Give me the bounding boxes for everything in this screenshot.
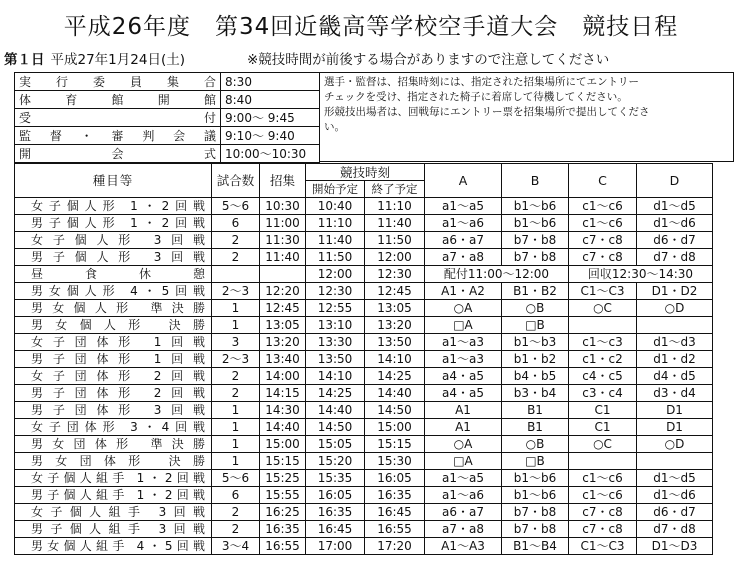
court-d: d4・d5 xyxy=(637,368,713,385)
start-time: 14:10 xyxy=(306,368,365,385)
schedule-row xyxy=(15,198,713,215)
court-b: b4・b5 xyxy=(502,368,569,385)
event-name: 女子団体形 2回戦 xyxy=(15,368,212,385)
info-label: 受付 xyxy=(15,109,221,127)
call-time: 11:40 xyxy=(260,249,306,266)
end-time: 13:20 xyxy=(365,317,425,334)
court-d xyxy=(637,453,713,470)
start-time: 15:05 xyxy=(306,436,365,453)
court-c: c7・c8 xyxy=(569,521,637,538)
call-time: 10:30 xyxy=(260,198,306,215)
court-d xyxy=(637,317,713,334)
start-time: 11:50 xyxy=(306,249,365,266)
court-a: A1〜A3 xyxy=(425,538,502,555)
event-name: 男子団体形 1回戦 xyxy=(15,351,212,368)
court-c: c1〜c6 xyxy=(569,215,637,232)
notice-line: 選手・監督は、招集時刻には、指定された招集場所にてエントリー xyxy=(324,76,639,88)
header-court-c: C xyxy=(569,164,637,198)
end-time: 16:35 xyxy=(365,487,425,504)
event-name: 男女団体形 決勝 xyxy=(15,453,212,470)
end-time: 15:15 xyxy=(365,436,425,453)
event-name: 女子個人形 3回戦 xyxy=(15,232,212,249)
event-name: 男子個人組手 3回戦 xyxy=(15,521,212,538)
info-label: 体育館開館 xyxy=(15,91,221,109)
header-event: 種目等 xyxy=(15,164,212,198)
court-d: D1・D2 xyxy=(637,283,713,300)
end-time: 14:10 xyxy=(365,351,425,368)
header-court-a: A xyxy=(425,164,502,198)
match-count: 1 xyxy=(212,402,260,419)
court-a: a7・a8 xyxy=(425,521,502,538)
court-b: b1・b2 xyxy=(502,351,569,368)
event-name: 男子団体形 3回戦 xyxy=(15,402,212,419)
end-time: 12:00 xyxy=(365,249,425,266)
call-time: 13:20 xyxy=(260,334,306,351)
info-time: 9:00〜 9:45 xyxy=(221,109,320,127)
court-b: b1〜b6 xyxy=(502,198,569,215)
court-b: b7・b8 xyxy=(502,249,569,266)
match-count: 1 xyxy=(212,419,260,436)
schedule-row xyxy=(15,283,713,300)
schedule-row xyxy=(15,317,713,334)
court-c xyxy=(569,453,637,470)
info-row xyxy=(15,91,320,109)
event-name: 男子個人形 3回戦 xyxy=(15,249,212,266)
court-a: ○A xyxy=(425,300,502,317)
info-label: 監督・審判会議 xyxy=(15,127,221,145)
call-time: 16:55 xyxy=(260,538,306,555)
distribution-note: 配付11:00〜12:00 xyxy=(425,266,569,283)
court-a: a7・a8 xyxy=(425,249,502,266)
start-time: 12:55 xyxy=(306,300,365,317)
call-time: 16:25 xyxy=(260,504,306,521)
notice-line: い。 xyxy=(324,121,345,133)
start-time: 14:40 xyxy=(306,402,365,419)
page-title: 平成26年度 第34回近畿高等学校空手道大会 競技日程 xyxy=(63,14,679,40)
court-a: a6・a7 xyxy=(425,232,502,249)
call-time: 14:15 xyxy=(260,385,306,402)
court-b: b3・b4 xyxy=(502,385,569,402)
end-time: 13:05 xyxy=(365,300,425,317)
info-table xyxy=(14,72,320,163)
schedule-row xyxy=(15,385,713,402)
start-time: 11:40 xyxy=(306,232,365,249)
schedule-row xyxy=(15,470,713,487)
event-name: 男女個人組手 4・5回戦 xyxy=(15,538,212,555)
schedule-row xyxy=(15,436,713,453)
court-a: □A xyxy=(425,453,502,470)
end-time: 14:50 xyxy=(365,402,425,419)
schedule-row xyxy=(15,249,713,266)
notice-box xyxy=(320,72,734,162)
court-c: c3・c4 xyxy=(569,385,637,402)
match-count: 5〜6 xyxy=(212,198,260,215)
court-c: c7・c8 xyxy=(569,504,637,521)
court-b: b7・b8 xyxy=(502,232,569,249)
court-a: A1 xyxy=(425,402,502,419)
match-count: 1 xyxy=(212,453,260,470)
court-d: d7・d8 xyxy=(637,249,713,266)
schedule-row xyxy=(15,521,713,538)
court-d: d1〜d6 xyxy=(637,487,713,504)
match-count: 1 xyxy=(212,300,260,317)
end-time: 16:05 xyxy=(365,470,425,487)
schedule-row xyxy=(15,232,713,249)
court-b: B1 xyxy=(502,419,569,436)
court-b: b1〜b3 xyxy=(502,334,569,351)
day-label: 第１日 xyxy=(4,52,45,68)
court-a: a4・a5 xyxy=(425,368,502,385)
start-time: 16:35 xyxy=(306,504,365,521)
end-time: 15:00 xyxy=(365,419,425,436)
court-c: c7・c8 xyxy=(569,249,637,266)
info-row xyxy=(15,145,320,163)
court-a: a1〜a5 xyxy=(425,470,502,487)
event-name: 男女団体形 準決勝 xyxy=(15,436,212,453)
start-time: 14:25 xyxy=(306,385,365,402)
court-d: d6・d7 xyxy=(637,232,713,249)
header-call: 招集 xyxy=(260,164,306,198)
match-count xyxy=(212,266,260,283)
header-end: 終了予定 xyxy=(365,181,425,198)
court-c: c1〜c3 xyxy=(569,334,637,351)
schedule-row xyxy=(15,351,713,368)
match-count: 2 xyxy=(212,385,260,402)
court-a: a4・a5 xyxy=(425,385,502,402)
end-time: 13:50 xyxy=(365,334,425,351)
event-name: 女子個人組手 1・2回戦 xyxy=(15,470,212,487)
match-count: 2 xyxy=(212,368,260,385)
call-time: 15:00 xyxy=(260,436,306,453)
end-time: 16:45 xyxy=(365,504,425,521)
header-court-b: B xyxy=(502,164,569,198)
court-d: d1・d2 xyxy=(637,351,713,368)
court-c: C1 xyxy=(569,402,637,419)
court-b: ○B xyxy=(502,300,569,317)
schedule-row xyxy=(15,487,713,504)
court-b: b1〜b6 xyxy=(502,487,569,504)
court-c: c1・c2 xyxy=(569,351,637,368)
court-b: b7・b8 xyxy=(502,504,569,521)
start-time: 12:00 xyxy=(306,266,365,283)
start-time: 13:10 xyxy=(306,317,365,334)
event-name: 男女個人形 準決勝 xyxy=(15,300,212,317)
court-b: B1・B2 xyxy=(502,283,569,300)
event-name: 女子団体形 3・4回戦 xyxy=(15,419,212,436)
court-a: a1〜a5 xyxy=(425,198,502,215)
call-time: 13:40 xyxy=(260,351,306,368)
info-row xyxy=(15,109,320,127)
end-time: 11:50 xyxy=(365,232,425,249)
schedule-row xyxy=(15,538,713,555)
event-name: 女子団体形 1回戦 xyxy=(15,334,212,351)
court-b: ○B xyxy=(502,436,569,453)
schedule-row xyxy=(15,419,713,436)
start-time: 16:05 xyxy=(306,487,365,504)
schedule-row xyxy=(15,300,713,317)
court-c: c1〜c6 xyxy=(569,470,637,487)
header-time-group: 競技時刻 xyxy=(306,164,425,181)
court-a: A1・A2 xyxy=(425,283,502,300)
header-matches: 試合数 xyxy=(212,164,260,198)
end-time: 14:25 xyxy=(365,368,425,385)
court-d: D1 xyxy=(637,419,713,436)
court-d: d1〜d3 xyxy=(637,334,713,351)
court-d: d1〜d6 xyxy=(637,215,713,232)
schedule-row xyxy=(15,266,713,283)
collection-note: 回収12:30〜14:30 xyxy=(569,266,713,283)
start-time: 14:50 xyxy=(306,419,365,436)
match-count: 2 xyxy=(212,521,260,538)
start-time: 15:20 xyxy=(306,453,365,470)
start-time: 15:35 xyxy=(306,470,365,487)
event-name: 昼食休憩 xyxy=(15,266,212,283)
match-count: 2〜3 xyxy=(212,283,260,300)
event-name: 女子個人組手 3回戦 xyxy=(15,504,212,521)
call-time: 15:25 xyxy=(260,470,306,487)
call-time: 11:30 xyxy=(260,232,306,249)
court-b: B1〜B4 xyxy=(502,538,569,555)
header-start: 開始予定 xyxy=(306,181,365,198)
match-count: 6 xyxy=(212,215,260,232)
schedule-row xyxy=(15,402,713,419)
start-time: 10:40 xyxy=(306,198,365,215)
start-time: 13:30 xyxy=(306,334,365,351)
match-count: 5〜6 xyxy=(212,470,260,487)
court-b: b1〜b6 xyxy=(502,470,569,487)
header-court-d: D xyxy=(637,164,713,198)
court-c: c1〜c6 xyxy=(569,198,637,215)
match-count: 2 xyxy=(212,249,260,266)
schedule-row xyxy=(15,334,713,351)
schedule-row xyxy=(15,368,713,385)
call-time: 14:30 xyxy=(260,402,306,419)
court-a: a1〜a6 xyxy=(425,215,502,232)
info-block xyxy=(14,72,736,164)
info-time: 8:40 xyxy=(221,91,320,109)
court-c: c4・c5 xyxy=(569,368,637,385)
start-time: 12:30 xyxy=(306,283,365,300)
court-d: d6・d7 xyxy=(637,504,713,521)
call-time: 15:55 xyxy=(260,487,306,504)
match-count: 2〜3 xyxy=(212,351,260,368)
info-row xyxy=(15,73,320,91)
court-d: D1〜D3 xyxy=(637,538,713,555)
call-time: 12:45 xyxy=(260,300,306,317)
call-time xyxy=(260,266,306,283)
court-a: a6・a7 xyxy=(425,504,502,521)
match-count: 6 xyxy=(212,487,260,504)
end-time: 11:40 xyxy=(365,215,425,232)
match-count: 3 xyxy=(212,334,260,351)
court-c: C1〜C3 xyxy=(569,283,637,300)
date-label: 平成27年1月24日(土) xyxy=(50,52,185,68)
court-b: b1〜b6 xyxy=(502,215,569,232)
call-time: 11:00 xyxy=(260,215,306,232)
info-row xyxy=(15,127,320,145)
schedule-row xyxy=(15,215,713,232)
end-time: 12:45 xyxy=(365,283,425,300)
court-a: a1〜a6 xyxy=(425,487,502,504)
start-time: 13:50 xyxy=(306,351,365,368)
court-d: ○D xyxy=(637,436,713,453)
schedule-row xyxy=(15,504,713,521)
court-d: d3・d4 xyxy=(637,385,713,402)
schedule-row xyxy=(15,453,713,470)
court-a: □A xyxy=(425,317,502,334)
match-count: 1 xyxy=(212,436,260,453)
event-name: 男子個人組手 1・2回戦 xyxy=(15,487,212,504)
event-name: 女子個人形 1・2回戦 xyxy=(15,198,212,215)
timing-note: ※競技時間が前後する場合がありますので注意してください xyxy=(246,52,610,68)
notice-line: チェックを受け、指定された椅子に着席して待機してください。 xyxy=(324,91,628,103)
court-c: c1〜c6 xyxy=(569,487,637,504)
event-name: 男子団体形 2回戦 xyxy=(15,385,212,402)
court-c: c7・c8 xyxy=(569,232,637,249)
match-count: 3〜4 xyxy=(212,538,260,555)
court-b: b7・b8 xyxy=(502,521,569,538)
match-count: 2 xyxy=(212,232,260,249)
info-time: 10:00〜10:30 xyxy=(221,145,320,163)
call-time: 16:35 xyxy=(260,521,306,538)
notice-line: 形競技出場者は、回戦毎にエントリー票を招集場所で提出してくださ xyxy=(324,106,650,118)
schedule-table xyxy=(14,163,713,555)
match-count: 1 xyxy=(212,317,260,334)
court-c: C1 xyxy=(569,419,637,436)
info-time: 9:10〜 9:40 xyxy=(221,127,320,145)
event-name: 男女個人形 4・5回戦 xyxy=(15,283,212,300)
court-d: d1〜d5 xyxy=(637,470,713,487)
court-d: ○D xyxy=(637,300,713,317)
info-label: 実行委員集合 xyxy=(15,73,221,91)
call-time: 14:40 xyxy=(260,419,306,436)
court-c xyxy=(569,317,637,334)
court-d: d7・d8 xyxy=(637,521,713,538)
court-a: A1 xyxy=(425,419,502,436)
call-time: 14:00 xyxy=(260,368,306,385)
match-count: 2 xyxy=(212,504,260,521)
event-name: 男子個人形 1・2回戦 xyxy=(15,215,212,232)
start-time: 16:45 xyxy=(306,521,365,538)
court-a: ○A xyxy=(425,436,502,453)
end-time: 11:10 xyxy=(365,198,425,215)
event-name: 男女個人形 決勝 xyxy=(15,317,212,334)
court-d: d1〜d5 xyxy=(637,198,713,215)
call-time: 12:20 xyxy=(260,283,306,300)
court-b: □B xyxy=(502,317,569,334)
start-time: 11:10 xyxy=(306,215,365,232)
end-time: 16:55 xyxy=(365,521,425,538)
end-time: 12:30 xyxy=(365,266,425,283)
court-a: a1〜a3 xyxy=(425,351,502,368)
court-c: ○C xyxy=(569,300,637,317)
court-b: □B xyxy=(502,453,569,470)
court-d: D1 xyxy=(637,402,713,419)
court-b: B1 xyxy=(502,402,569,419)
court-c: ○C xyxy=(569,436,637,453)
court-c: C1〜C3 xyxy=(569,538,637,555)
court-a: a1〜a3 xyxy=(425,334,502,351)
call-time: 13:05 xyxy=(260,317,306,334)
info-label: 開会式 xyxy=(15,145,221,163)
end-time: 14:40 xyxy=(365,385,425,402)
start-time: 17:00 xyxy=(306,538,365,555)
end-time: 15:30 xyxy=(365,453,425,470)
subtitle xyxy=(4,48,609,68)
info-time: 8:30 xyxy=(221,73,320,91)
end-time: 17:20 xyxy=(365,538,425,555)
call-time: 15:15 xyxy=(260,453,306,470)
